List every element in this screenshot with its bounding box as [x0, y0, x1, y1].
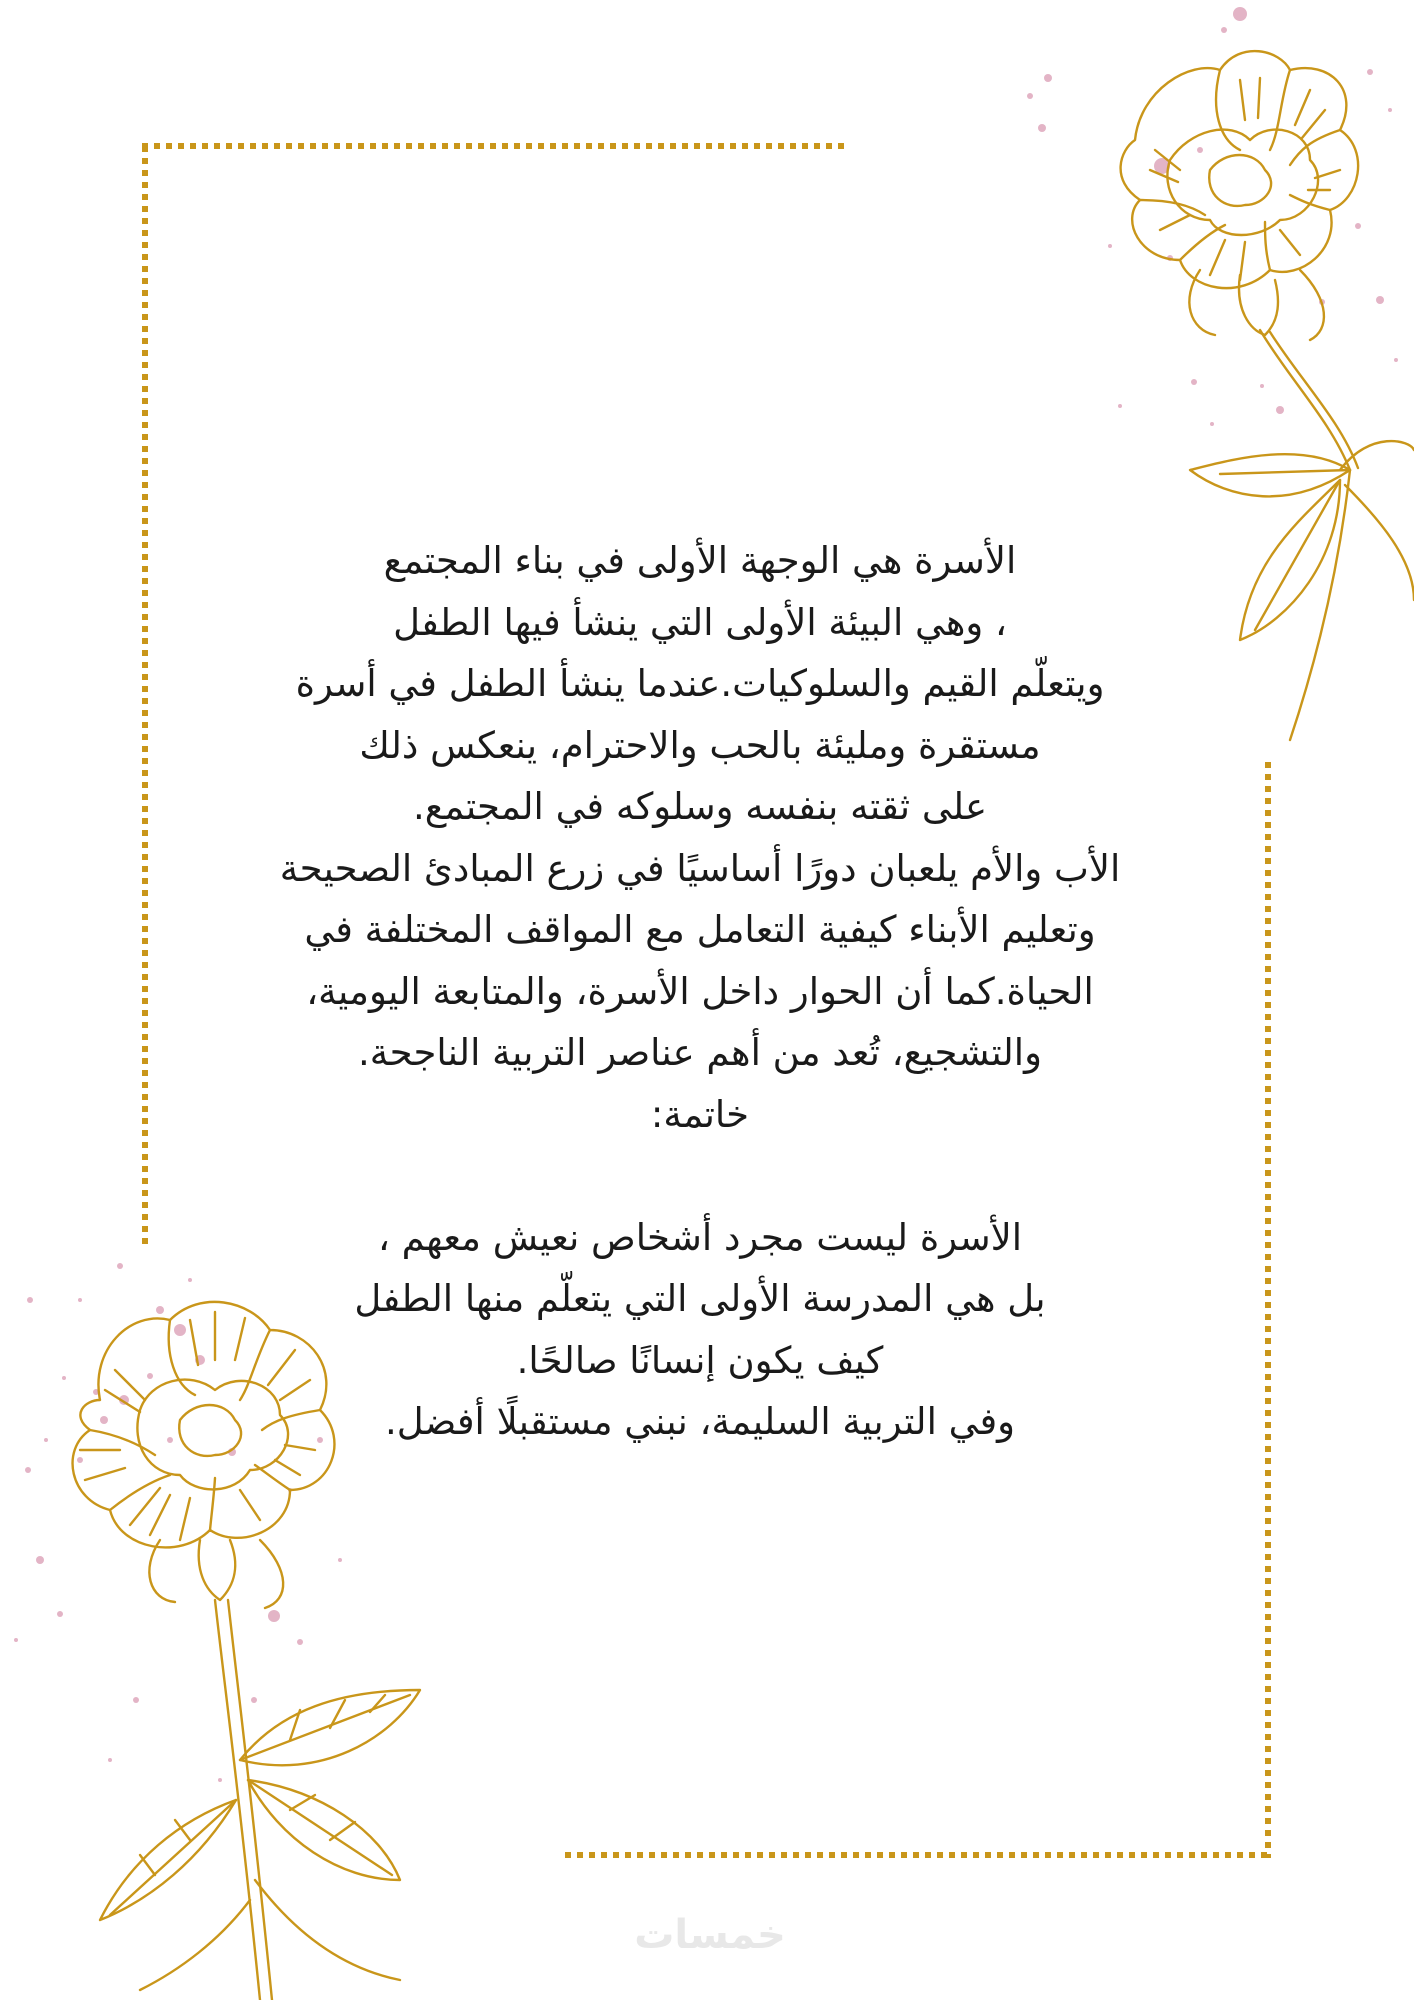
paragraph1-line: الحياة.كما أن الحوار داخل الأسرة، والمتابعة اليومية،	[306, 969, 1094, 1013]
paragraph2-line: الأسرة ليست مجرد أشخاص نعيش معهم ،	[377, 1215, 1023, 1259]
paragraph1-line: على ثقته بنفسه وسلوكه في المجتمع.	[412, 785, 988, 828]
conclusion-heading: خاتمة:	[650, 1092, 750, 1136]
paragraph2-line: كيف يكون إنسانًا صالحًا.	[516, 1338, 884, 1382]
paragraph2-line: وفي التربية السليمة، نبني مستقبلًا أفضل.	[384, 1400, 1016, 1443]
paragraph1-line: الأب والأم يلعبان دورًا أساسيًا في زرع المبادئ الصحيحة	[279, 846, 1121, 890]
paragraph1-line: والتشجيع، تُعد من أهم عناصر التربية الناجحة.	[358, 1031, 1042, 1074]
document-body	[200, 530, 1200, 1453]
spacer	[200, 1145, 1200, 1207]
paragraph1-line: ، وهي البيئة الأولى التي ينشأ فيها الطفل	[393, 600, 1007, 644]
paragraph2-line: بل هي المدرسة الأولى التي يتعلّم منها الطفل	[354, 1277, 1046, 1320]
paragraph1-line: الأسرة هي الوجهة الأولى في بناء المجتمع	[383, 539, 1017, 582]
paragraph1-line: مستقرة ومليئة بالحب والاحترام، ينعكس ذلك	[359, 723, 1041, 767]
paragraph1-line: وتعليم الأبناء كيفية التعامل مع المواقف المختلفة في	[304, 908, 1096, 951]
watermark-logo: خمسات	[634, 1912, 786, 1958]
paragraph1-line: ويتعلّم القيم والسلوكيات.عندما ينشأ الطفل في أسرة	[295, 662, 1105, 705]
